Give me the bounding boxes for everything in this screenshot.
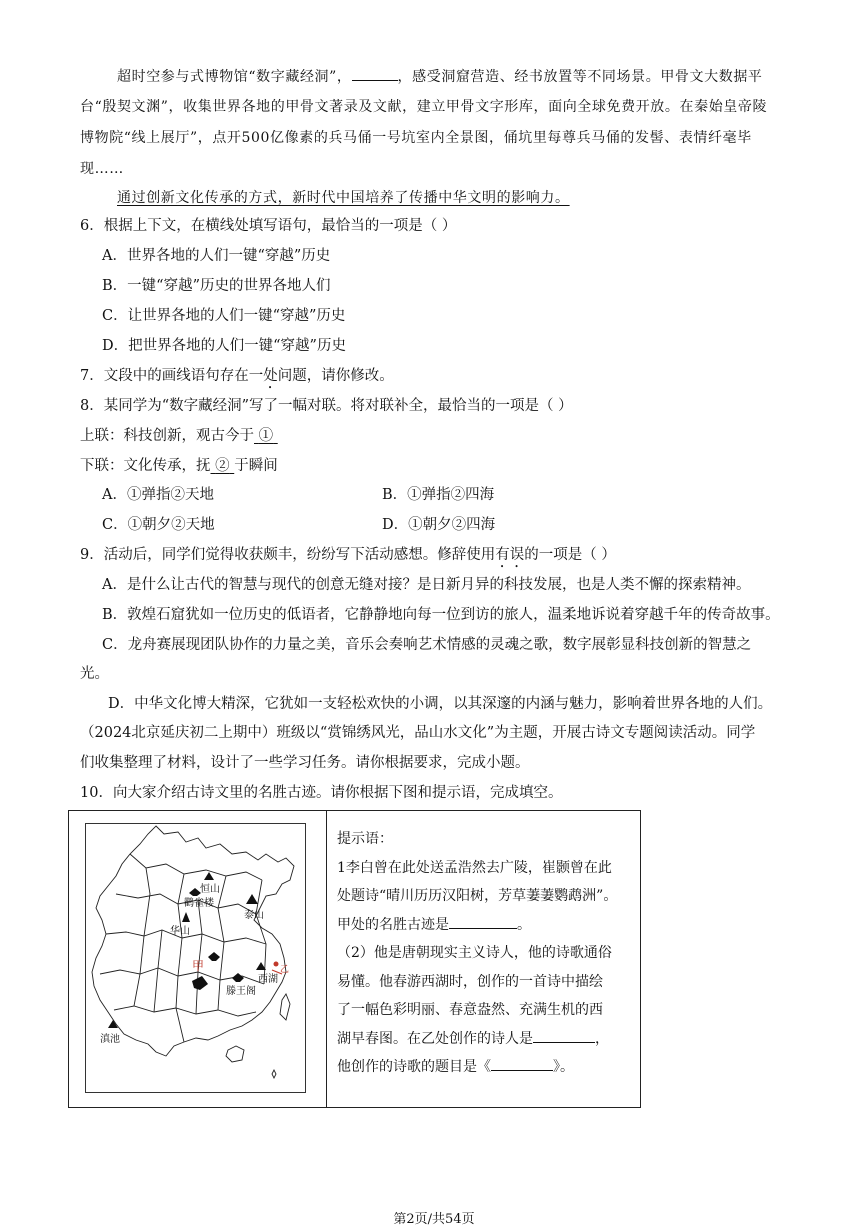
map-label-guanquelou: 鹳雀楼 xyxy=(184,898,214,909)
answer-blank-title[interactable] xyxy=(491,1056,553,1071)
couplet-lower xyxy=(80,456,278,476)
map-label-tengwangge: 滕王阁 xyxy=(226,986,256,997)
q8-option-d[interactable]: D．①朝夕②四海 xyxy=(382,517,496,533)
q9-option-c-cont: 光。 xyxy=(80,666,109,682)
q9-text: 的一项是（ ） xyxy=(524,547,616,563)
q8-option-a[interactable]: A．①弹指②天地 xyxy=(102,487,214,503)
page-footer: 第2页/共54页 xyxy=(393,1212,475,1227)
couplet-text: 下联：文化传承，抚 xyxy=(80,458,211,474)
answer-blank[interactable] xyxy=(352,66,398,81)
q10-stem: 10．向大家介绍古诗文里的名胜古迹。请你根据下图和提示语，完成填空。 xyxy=(80,785,563,801)
blank-mark-1: ① xyxy=(258,428,274,444)
passage-text: 超时空参与式博物馆“数字藏经洞”， xyxy=(117,69,352,85)
map-label-taishan: 泰山 xyxy=(244,910,264,921)
q6-option-d[interactable]: D．把世界各地的人们一键“穿越”历史 xyxy=(102,338,346,354)
q7-text: 问题，请你修改。 xyxy=(277,368,394,384)
passage-text: ，感受洞窟营造、经书放置等不同场景。甲骨文大数据平 xyxy=(397,69,763,85)
hint-2-line-3: 了一幅色彩明丽、春意盎然、充满生机的西 xyxy=(337,1002,603,1018)
map-label-dianchi: 滇池 xyxy=(100,1034,120,1045)
hint-2-line-4: 湖早春图。在乙处创作的诗人是 ， xyxy=(337,1025,637,1054)
hint-1-line-1: 1李白曾在此处送孟浩然去广陵，崔颢曾在此 xyxy=(337,859,612,876)
hint-2-line-1: （2）他是唐朝现实主义诗人，他的诗歌通俗 xyxy=(337,945,612,961)
hint-box xyxy=(337,825,637,1082)
q8-stem: 8．某同学为“数字藏经洞”写了一幅对联。将对联补全，最恰当的一项是（ ） xyxy=(80,398,573,414)
q9-option-b[interactable]: B．敦煌石窟犹如一位历史的低语者，它静静地向每一位到访的旅人，温柔地诉说着穿越千年的传奇故事。 xyxy=(102,607,780,623)
emphasis-char: 处 xyxy=(263,368,278,384)
map-label-huashan: 华山 xyxy=(170,926,190,937)
couplet-text: 于瞬间 xyxy=(234,458,278,474)
china-map xyxy=(85,823,306,1093)
hint-1-line-3: 甲处的名胜古迹是 。 xyxy=(337,911,637,940)
passage-line-2: 台“殷契文渊”，收集世界各地的甲骨文著录及文献，建立甲骨文字形库，面向全球免费开放。在秦始皇帝陵 xyxy=(80,99,768,115)
hint-1-line-2: 处题诗“晴川历历汉阳树，芳草萋萋鹦鹉洲”。 xyxy=(337,888,618,904)
q8-option-c[interactable]: C．①朝夕②天地 xyxy=(102,517,215,533)
map-label-jia: 甲 xyxy=(192,959,205,973)
map-drawing xyxy=(86,824,305,1092)
q10-table xyxy=(68,810,641,1108)
q9-option-a[interactable]: A．是什么让古代的智慧与现代的创意无缝对接？是日新月异的科技发展，也是人类不懈的探索精神。 xyxy=(102,577,751,593)
underlined-sentence: 通过创新文化传承的方式，新时代中国培养了传播中华文明的影响力。 xyxy=(117,190,570,206)
hint-2-line-2: 易懂。他春游西湖时，创作的一首诗中描绘 xyxy=(337,973,603,990)
q7-text: 7．文段中的画线语句存在一 xyxy=(80,368,264,384)
map-label-hengshan: 恒山 xyxy=(200,884,220,895)
q6-option-c[interactable]: C．让世界各地的人们一键“穿越”历史 xyxy=(102,308,346,324)
q9-stem xyxy=(80,545,616,571)
q6-option-a[interactable]: A．世界各地的人们一键“穿越”历史 xyxy=(102,248,331,264)
q9-option-c[interactable]: C．龙舟赛展现团队协作的力量之美，音乐会奏响艺术情感的灵魂之歌，数字展彰显科技创新的智慧之 xyxy=(102,637,752,653)
q6-stem: 6．根据上下文，在横线处填写语句，最恰当的一项是（ ） xyxy=(80,218,457,234)
q9-option-d[interactable]: D．中华文化博大精深，它犹如一支轻松欢快的小调，以其深邃的内涵与魅力，影响着世界各地的人们。 xyxy=(108,696,773,712)
emphasis-char: 有误 xyxy=(495,547,525,563)
q6-option-b[interactable]: B．一键“穿越”历史的世界各地人们 xyxy=(102,278,331,294)
q8-option-b[interactable]: B．①弹指②四海 xyxy=(382,487,495,503)
section-intro-1: （2024北京延庆初二上期中）班级以“赏锦绣风光，品山水文化”为主题，开展古诗文专题阅读活动。同学 xyxy=(80,725,756,741)
blank-mark-2: ② xyxy=(215,458,230,474)
q9-text: 9．活动后，同学们觉得收获颇丰，纷纷写下活动感想。修辞使用 xyxy=(80,547,496,563)
couplet-text: 上联：科技创新，观古今于 xyxy=(80,428,254,444)
hint-title: 提示语： xyxy=(337,831,393,847)
couplet-upper xyxy=(80,426,278,446)
q7-stem xyxy=(80,366,394,392)
hint-2-line-5: 他创作的诗歌的题目是《 》。 xyxy=(337,1053,637,1082)
answer-blank-jia[interactable] xyxy=(449,914,517,929)
answer-blank-poet[interactable] xyxy=(533,1028,595,1043)
map-label-xihu: 西湖 xyxy=(258,974,278,985)
passage-line-4: 现…… xyxy=(80,161,124,177)
section-intro-2: 们收集整理了材料，设计了一些学习任务。请你根据要求，完成小题。 xyxy=(80,755,530,771)
passage-line-1 xyxy=(117,66,763,87)
table-divider xyxy=(326,811,327,1107)
map-label-yi: 乙 xyxy=(280,965,290,975)
passage-line-3: 博物院“线上展厅”，点开500亿像素的兵马俑一号坑室内全景图，俑坑里每尊兵马俑的发髻、表情纤毫毕 xyxy=(80,130,752,146)
